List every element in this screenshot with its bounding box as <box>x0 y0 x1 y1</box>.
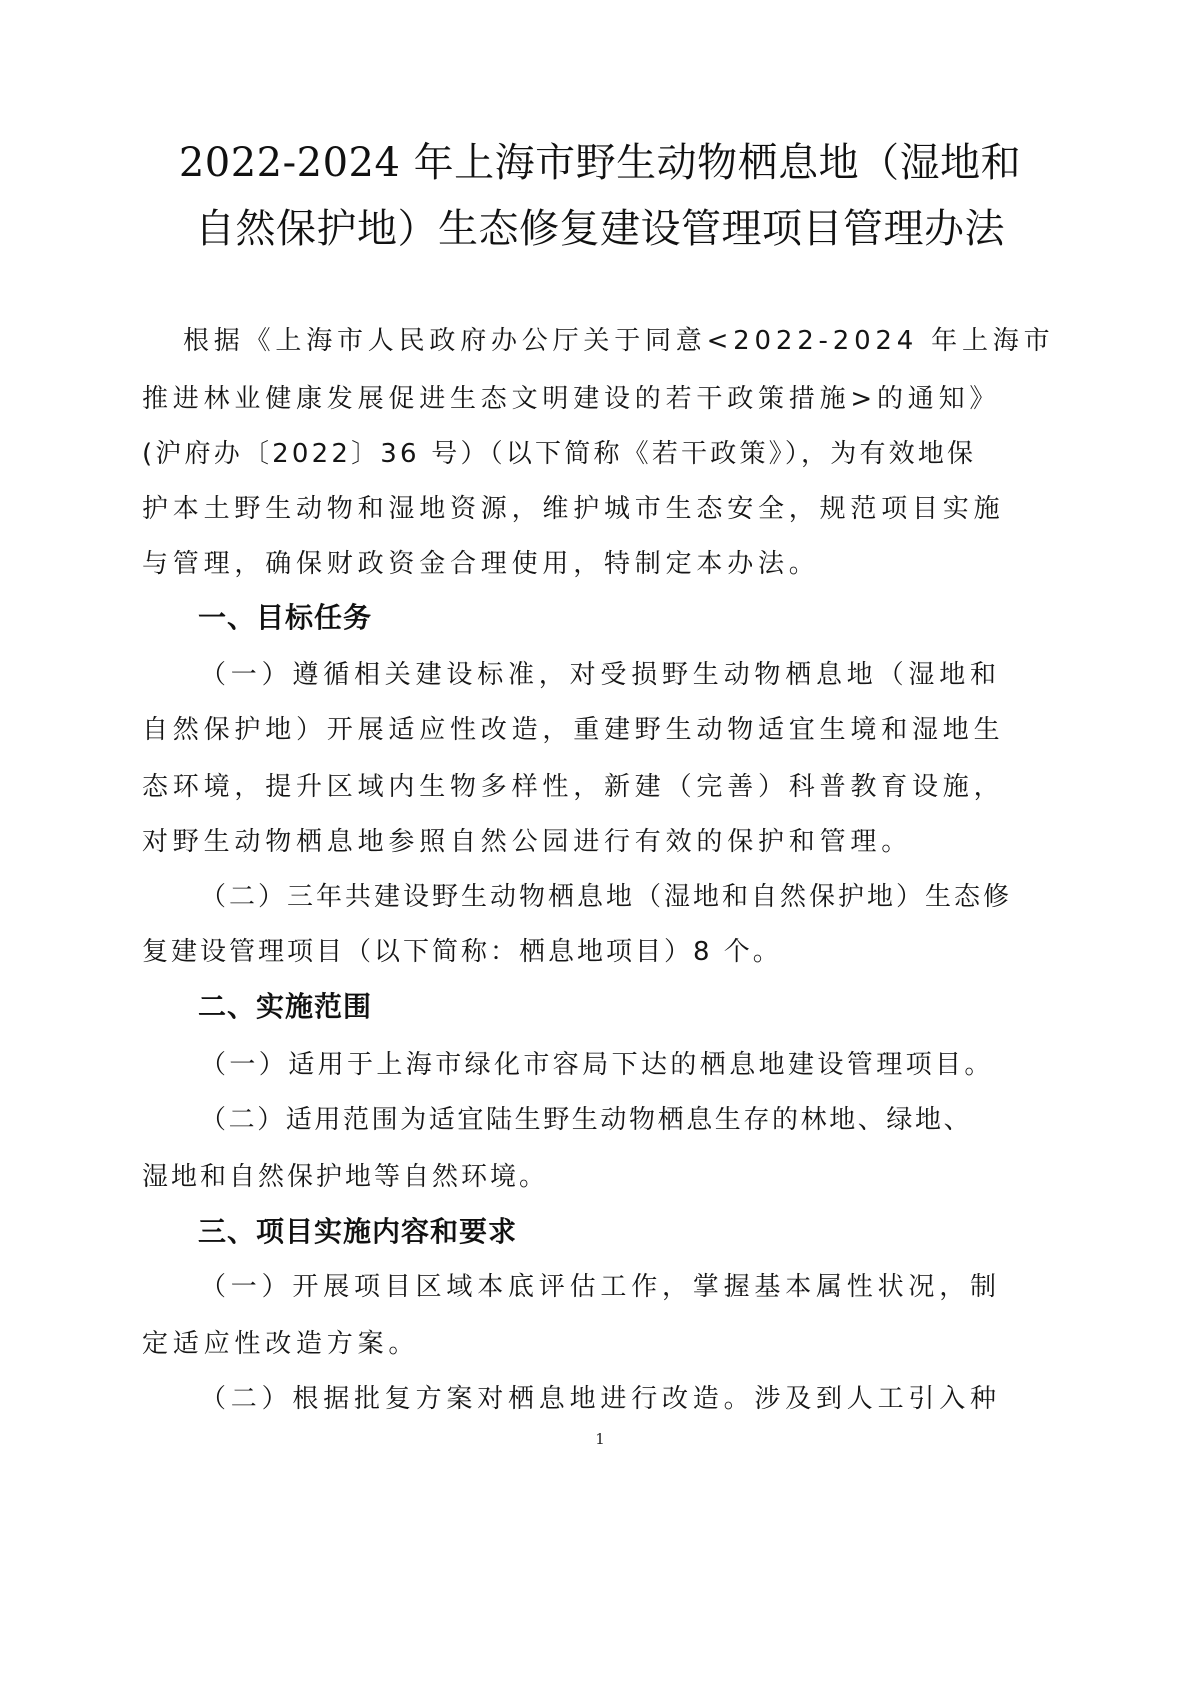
section-line: （一）开展项目区域本底评估工作，掌握基本属性状况，制 <box>200 1272 1001 1302</box>
document-title-line-2: 自然保护地）生态修复建设管理项目管理办法 <box>195 206 1005 252</box>
section-line: 自然保护地）开展适应性改造，重建野生动物适宜生境和湿地生 <box>142 715 1005 745</box>
section-line: （二）适用范围为适宜陆生野生动物栖息生存的林地、绿地、 <box>200 1105 973 1135</box>
section-line: 对野生动物栖息地参照自然公园进行有效的保护和管理。 <box>142 827 913 857</box>
section-heading: 二、实施范围 <box>198 990 373 1023</box>
section-heading: 三、项目实施内容和要求 <box>198 1215 518 1248</box>
preamble-line: 与管理，确保财政资金合理使用，特制定本办法。 <box>142 549 820 579</box>
preamble-line: 推进林业健康发展促进生态文明建设的若干政策措施>的通知》 <box>142 384 1001 414</box>
section-line: 态环境，提升区域内生物多样性，新建（完善）科普教育设施， <box>142 772 1005 802</box>
preamble-line: 根据《上海市人民政府办公厅关于同意<2022-2024 年上海市 <box>183 326 1055 356</box>
section-line: （二）三年共建设野生动物栖息地（湿地和自然保护地）生态修 <box>200 882 1013 912</box>
preamble-line: 护本土野生动物和湿地资源，维护城市生态安全，规范项目实施 <box>142 494 1005 524</box>
section-line: 复建设管理项目（以下简称：栖息地项目）8 个。 <box>142 937 782 967</box>
page-number: 1 <box>595 1430 605 1448</box>
section-line: （二）根据批复方案对栖息地进行改造。涉及到人工引入种 <box>200 1384 1001 1414</box>
document-title-line-1: 2022-2024 年上海市野生动物栖息地（湿地和 <box>178 140 1022 186</box>
section-line: 定适应性改造方案。 <box>142 1329 420 1359</box>
section-line: （一）适用于上海市绿化市容局下达的栖息地建设管理项目。 <box>200 1050 994 1080</box>
section-line: 湿地和自然保护地等自然环境。 <box>142 1162 549 1192</box>
section-heading: 一、目标任务 <box>198 601 373 634</box>
preamble-line: (沪府办〔2022〕36 号）（以下简称《若干政策》），为有效地保 <box>142 439 977 469</box>
section-line: （一）遵循相关建设标准，对受损野生动物栖息地（湿地和 <box>200 660 1001 690</box>
